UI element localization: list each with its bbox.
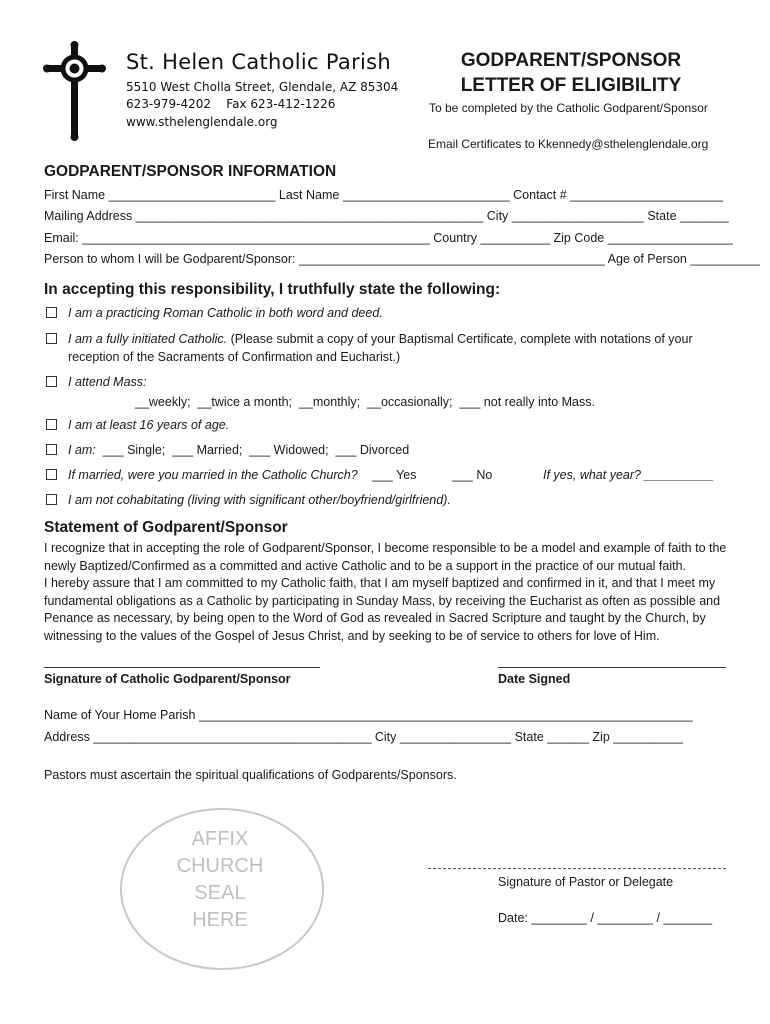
form-title-line2: LETTER OF ELIGIBILITY [460, 75, 682, 96]
statement-cohabitating: I am not cohabitating (living with significant other/boyfriend/girlfriend). [68, 493, 451, 507]
sponsor-signature-line[interactable] [44, 667, 320, 668]
parish-phones: 623-979-4202 Fax 623-412-1226 [126, 97, 336, 111]
home-parish-line[interactable]: Name of Your Home Parish _______________________________________________________________________ [44, 708, 693, 722]
checkbox-initiated[interactable] [46, 333, 57, 344]
statement-practicing: I am a practicing Roman Catholic in both word and deed. [68, 306, 383, 320]
statement-age: I am at least 16 years of age. [68, 418, 230, 432]
form-subtitle: To be completed by the Catholic Godparent/Sponsor [429, 101, 708, 115]
mass-frequency-options[interactable]: __weekly; __twice a month; __monthly; __occasionally; ___ not really into Mass. [135, 395, 595, 409]
married-no-option[interactable]: ___ No [452, 468, 493, 482]
parish-website: www.sthelenglendale.org [126, 115, 278, 129]
pastor-signature-label: Signature of Pastor or Delegate [498, 875, 674, 889]
statement-initiated-italic: I am a fully initiated Catholic. [68, 332, 228, 346]
info-address-line[interactable]: Mailing Address __________________________________________________ City ___________________ State _______ [44, 209, 729, 223]
pastor-signature-line[interactable] [428, 868, 726, 869]
statement-marital-options: ___ Single; ___ Married; ___ Widowed; ___ Divorced [95, 443, 410, 457]
checkbox-married-church[interactable] [46, 469, 57, 480]
statement-initiated [68, 331, 693, 347]
checkbox-cohabitating[interactable] [46, 494, 57, 505]
info-heading: GODPARENT/SPONSOR INFORMATION [44, 163, 337, 180]
statement-initiated-cont: reception of the Sacraments of Confirmation and Eucharist.) [68, 350, 401, 364]
date-signed-line[interactable] [498, 667, 726, 668]
home-parish-address-line[interactable]: Address ________________________________________ City ________________ State ______ Zip __________ [44, 730, 683, 744]
email-note: Email Certificates to Kkennedy@sthelenglendale.org [428, 137, 709, 151]
info-name-line[interactable]: First Name ________________________ Last Name ________________________ Contact # ______________________ [44, 188, 724, 202]
statement-initiated-note: (Please submit a copy of your Baptismal Certificate, complete with notations of your [227, 332, 693, 346]
married-yes-option[interactable]: ___ Yes [372, 468, 417, 482]
date-signed-label: Date Signed [498, 672, 571, 686]
statement-marital-italic: I am: [68, 443, 96, 457]
statement-paragraph-2: I hereby assure that I am committed to my Catholic faith, that I am myself baptized and confirmed in it, and that I meet my fundamental obligations as a Catholic by participating in Sunday Mass, by receiving the Eucharist as often as possible and Penance as necessary, by being open to the Word of God as revealed in Sacred Scripture and taught by the Church, by witnessing to the values of the Gospel of Jesus Christ, and by seeking to be of service to others for love of Him. [44, 576, 721, 643]
statement-mass: I attend Mass: [68, 375, 147, 389]
statement-paragraph-1: I recognize that in accepting the role of Godparent/Sponsor, I become responsible to be a model and example of faith to the newly Baptized/Confirmed as a committed and active Catholic and to be a support in the practice of our mutual faith. [44, 541, 727, 573]
sponsor-signature-label: Signature of Catholic Godparent/Sponsor [44, 672, 291, 686]
parish-name: St. Helen Catholic Parish [126, 50, 391, 74]
statement-married-church: If married, were you married in the Catholic Church? [68, 468, 358, 482]
checkbox-mass[interactable] [46, 376, 57, 387]
statement-marital[interactable] [68, 442, 409, 458]
cross-logo-icon [42, 40, 108, 142]
church-seal-text: AFFIX CHURCH SEAL HERE [176, 828, 264, 931]
pastor-date-line[interactable]: Date: ________ / ________ / _______ [498, 911, 713, 925]
checkbox-practicing[interactable] [46, 307, 57, 318]
form-title-line1: GODPARENT/SPONSOR [460, 50, 682, 71]
married-year-field[interactable]: If yes, what year? __________ [543, 468, 714, 482]
checkbox-marital[interactable] [46, 444, 57, 455]
statement-heading: Statement of Godparent/Sponsor [44, 519, 288, 536]
statements-heading: In accepting this responsibility, I truthfully state the following: [44, 281, 501, 298]
parish-address: 5510 West Cholla Street, Glendale, AZ 85304 [126, 80, 399, 94]
checkbox-age[interactable] [46, 419, 57, 430]
info-email-line[interactable]: Email: __________________________________________________ Country __________ Zip Code __________________ [44, 231, 733, 245]
info-person-line[interactable]: Person to whom I will be Godparent/Sponsor: ____________________________________________ Age of Person __________ [44, 252, 760, 266]
pastors-note: Pastors must ascertain the spiritual qualifications of Godparents/Sponsors. [44, 768, 457, 782]
